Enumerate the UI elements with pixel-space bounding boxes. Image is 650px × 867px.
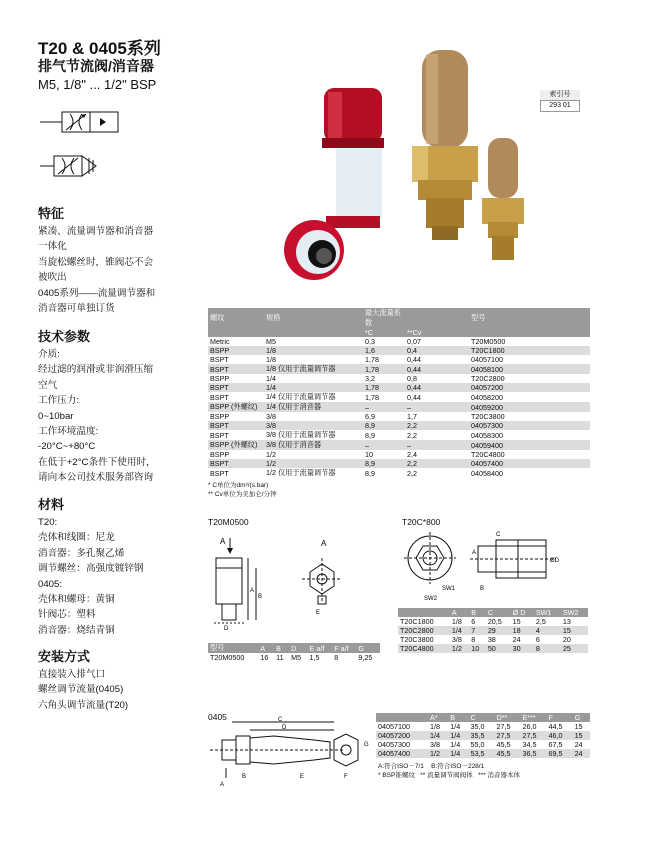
table-cell: 67,5: [548, 740, 563, 749]
features-line: 紧凑、流量调节器和消音器: [38, 226, 154, 237]
features-heading: 特征: [38, 206, 65, 221]
table-cell: 50: [486, 644, 511, 653]
note-body: ** 流量调节阀阀体: [420, 772, 473, 779]
mounting-list: [38, 667, 188, 713]
specs-line: 经过滤的润滑或非润滑压缩: [38, 364, 154, 376]
table-cell: 1/8: [266, 355, 276, 364]
table-cell: 30: [511, 644, 534, 653]
table-cell: 10: [469, 644, 486, 653]
col-flow-cv: [405, 308, 469, 328]
t20c-row: [398, 644, 588, 653]
table-cell: 1/8: [430, 722, 441, 731]
t20m-table-head: [208, 643, 380, 653]
table-cell: 1/4: [266, 374, 276, 383]
t20m-row: [208, 653, 380, 662]
table-cell: 8,9: [365, 468, 375, 478]
table-cell: 27,5: [496, 722, 511, 731]
order-row: [208, 450, 590, 459]
s0405-notes: [378, 762, 590, 780]
materials-line: 壳体和线圈：尼龙: [38, 532, 115, 544]
index-label: 索引号: [540, 90, 580, 100]
table-header: SW1: [534, 608, 561, 617]
table-cell: 1,78: [365, 355, 379, 364]
table-header: G: [356, 643, 380, 653]
table-cell: 18: [511, 626, 534, 635]
t20c-dim-c: C: [496, 532, 501, 538]
table-cell: BSPP: [210, 374, 230, 383]
t20c-dim-d: ØD: [550, 558, 559, 564]
table-header: B: [448, 713, 468, 722]
table-cell: 3/8 仅用于流量调节器: [266, 430, 336, 439]
table-cell: 8,9: [365, 430, 375, 440]
table-cell: BSPT: [208, 421, 264, 430]
note-bsp: * BSP锥螺纹: [378, 772, 415, 779]
table-cell: 3/8 仅用于消音器: [264, 440, 363, 450]
page-subtitle: 排气节流阀/消音器: [38, 58, 154, 74]
s0405-title: 0405: [208, 712, 227, 722]
table-cell: 1/4: [450, 722, 461, 731]
table-header: E***: [521, 713, 547, 722]
specs-line: 工作压力:: [38, 395, 80, 407]
t20c-row: [398, 635, 588, 644]
table-cell: 45,5: [496, 740, 511, 749]
table-header: G: [573, 713, 590, 722]
table-cell: 53,5: [469, 749, 495, 758]
order-table-body: [208, 337, 590, 478]
t20m-dim-b: B: [258, 594, 263, 600]
features-line: 一体化: [38, 241, 67, 253]
table-header: 型号: [208, 643, 258, 653]
table-cell: T20C1800: [400, 617, 434, 626]
t20c-dim-a: A: [472, 550, 477, 556]
table-header: D: [289, 643, 307, 653]
specs-line: 请向本公司技术服务部咨询: [38, 472, 154, 484]
table-cell: 1/4: [450, 740, 461, 749]
order-note: * C单位为dm³/(s.bar): [208, 482, 269, 489]
table-cell: 04057200: [469, 383, 590, 392]
table-cell: 1/4 仅用于消音器: [264, 402, 363, 412]
table-cell: 8,9: [363, 421, 405, 430]
table-cell: 20,5: [487, 617, 502, 626]
specs-list: [38, 347, 188, 486]
table-cell: 04058100: [469, 364, 590, 374]
table-cell: 04057300: [469, 421, 590, 430]
table-cell: 1,78: [363, 364, 405, 374]
table-cell: 38: [487, 635, 496, 644]
table-cell: 04057400: [376, 749, 428, 758]
flow-control-symbol: [40, 112, 118, 132]
table-header: Ø D: [511, 608, 534, 617]
materials-list: [38, 515, 188, 638]
table-cell: 27,5: [495, 731, 521, 740]
table-cell: 1/2: [264, 459, 363, 468]
table-cell: T20M0500: [210, 653, 245, 662]
table-cell: 4: [534, 626, 561, 635]
table-cell: 3/8: [264, 421, 363, 430]
table-cell: 0,3: [365, 337, 375, 346]
t20m-view-a2: A: [321, 539, 327, 548]
table-header: B: [274, 643, 289, 653]
s0405-dim-b: B: [242, 774, 247, 780]
order-table-wrap: [208, 308, 590, 498]
table-cell: 0,07: [407, 337, 421, 346]
t20m-table: [208, 643, 380, 662]
table-header: C: [469, 713, 495, 722]
table-header: E a/f: [308, 643, 333, 653]
t20m-dim-d: D: [224, 626, 229, 632]
mounting-line: 六角头调节流量(T20): [38, 699, 129, 711]
sub-cv: **Cv: [405, 328, 469, 337]
order-notes: [208, 480, 590, 498]
table-cell: –: [405, 402, 469, 412]
table-cell: 20: [562, 635, 571, 644]
silencer-symbol: [40, 156, 96, 176]
specs-heading: 技术参数: [38, 329, 91, 344]
col-model: 型号: [469, 308, 590, 328]
table-header: SW2: [561, 608, 588, 617]
sub-c: *C: [363, 328, 405, 337]
table-cell: 2,5: [535, 617, 546, 626]
table-cell: 04058300: [471, 430, 503, 440]
table-cell: 1/4: [264, 383, 363, 392]
materials-line: 消音器：烧结青铜: [38, 624, 115, 636]
table-cell: 1/4: [448, 731, 468, 740]
table-cell: 1/2: [428, 749, 448, 758]
specs-section: [38, 326, 188, 486]
t20c-row: [398, 626, 588, 635]
order-row: [208, 383, 590, 392]
table-cell: 29: [486, 626, 511, 635]
order-row: [208, 355, 590, 364]
s0405-row: [376, 731, 590, 740]
s0405-dim-f: F: [344, 774, 348, 780]
table-cell: 04059200: [469, 402, 590, 412]
table-cell: 04057400: [469, 459, 590, 468]
table-cell: 15: [573, 731, 590, 740]
col-size: 规格: [264, 308, 363, 328]
table-cell: 35,0: [470, 722, 485, 731]
t20c-dim-sw2: SW2: [424, 596, 438, 602]
table-cell: 3,2: [365, 374, 375, 383]
table-cell: BSPP (外螺纹): [208, 440, 264, 450]
materials-line: 调节螺丝：高强度镀锌钢: [38, 563, 144, 575]
t20m-view-a: A: [220, 537, 226, 546]
order-row: [208, 364, 590, 374]
table-cell: 24: [574, 740, 583, 749]
table-header: F a/f: [332, 643, 356, 653]
red-regulator-large: [322, 88, 384, 228]
table-cell: 0,44: [407, 392, 421, 402]
table-cell: 25: [561, 644, 588, 653]
table-cell: 8: [471, 635, 476, 644]
note-silencer: *** 消音器本体: [478, 772, 520, 779]
table-cell: T20C3800: [471, 412, 505, 421]
mounting-section: [38, 646, 188, 713]
table-header: D**: [495, 713, 521, 722]
table-cell: 2,2: [405, 421, 469, 430]
valve-symbols: [40, 100, 130, 190]
index-number: 293 01: [540, 100, 580, 112]
table-cell: 6,9: [365, 412, 375, 421]
table-cell: 3/8: [266, 412, 276, 421]
t20c-dim-b: B: [480, 586, 485, 592]
s0405-row: [376, 749, 590, 758]
mounting-line: 直接装入排气口: [38, 669, 106, 680]
t20m-dim-a: A: [250, 588, 255, 594]
s0405-table-body: [376, 722, 590, 758]
table-cell: –: [405, 440, 469, 450]
red-regulator-small: [284, 220, 344, 280]
table-cell: 1/4: [428, 731, 448, 740]
table-header: A: [450, 608, 469, 617]
s0405-table-head: [376, 713, 590, 722]
table-cell: 04057100: [471, 355, 503, 364]
table-cell: 3/8: [451, 635, 462, 644]
t20c-table-body: [398, 617, 588, 653]
table-cell: T20C2800: [398, 626, 450, 635]
table-cell: BSPT: [210, 430, 229, 440]
table-cell: BSPP: [210, 412, 230, 421]
table-cell: 0,44: [407, 355, 421, 364]
table-cell: 35,5: [469, 731, 495, 740]
order-row: [208, 459, 590, 468]
sub-empty: [208, 328, 264, 337]
table-cell: 1/4 仅用于流量调节器: [266, 392, 336, 401]
specs-line: 0~10bar: [38, 410, 74, 422]
order-row: [208, 402, 590, 412]
table-cell: 8,9: [363, 459, 405, 468]
mounting-heading: 安装方式: [38, 649, 91, 664]
table-cell: BSPP: [208, 346, 264, 355]
table-cell: 8: [534, 644, 561, 653]
brass-silencer-large: [412, 50, 478, 240]
specs-line: 在低于+2°C条件下使用时，: [38, 456, 156, 468]
materials-heading: 材料: [38, 497, 65, 512]
table-cell: 0,4: [405, 346, 469, 355]
table-cell: 1,5: [309, 653, 320, 662]
order-row: [208, 346, 590, 355]
table-cell: T20C3800: [400, 635, 434, 644]
s0405-dim-e: E: [300, 774, 305, 780]
sub-empty: [264, 328, 363, 337]
materials-line: 消音器：多孔聚乙烯: [38, 547, 125, 559]
specs-line: 介质:: [38, 349, 60, 360]
table-cell: 34,5: [522, 740, 537, 749]
table-header: [398, 608, 450, 617]
order-row: [208, 412, 590, 421]
table-cell: Metric: [210, 337, 230, 346]
table-cell: 26,0: [522, 722, 537, 731]
table-cell: 0,44: [405, 383, 469, 392]
product-photo: [262, 40, 552, 290]
table-cell: 16: [260, 653, 269, 662]
table-cell: 2,2: [407, 430, 417, 440]
table-cell: 6: [471, 617, 476, 626]
order-note: ** Cv单位为美加仑/分钟: [208, 491, 277, 498]
order-row: [208, 337, 590, 346]
specs-line: -20°C~+80°C: [38, 441, 96, 453]
table-cell: 1,6: [363, 346, 405, 355]
table-cell: 27,5: [521, 731, 547, 740]
features-line: 消音器可单独订货: [38, 303, 115, 315]
table-cell: 04057100: [378, 722, 410, 731]
s0405-dim-g: G: [364, 742, 369, 748]
note-a: A:符合ISO－7/1: [378, 763, 424, 770]
table-cell: 1/2: [266, 450, 276, 459]
table-cell: 2,4: [407, 450, 417, 459]
table-cell: 13: [562, 617, 571, 626]
table-cell: T20C4800: [471, 450, 505, 459]
table-cell: BSPT: [210, 392, 229, 402]
specs-line: 空气: [38, 379, 58, 391]
table-header: A*: [428, 713, 448, 722]
table-cell: T20C4800: [398, 644, 450, 653]
s0405-dim-c: C: [278, 717, 283, 723]
table-cell: 69,5: [547, 749, 573, 758]
table-header: A: [258, 643, 274, 653]
table-cell: 1/2 仅用于流量调节器: [266, 468, 336, 477]
table-cell: 24: [512, 635, 521, 644]
thread-range: M5, 1/8" ... 1/2" BSP: [38, 77, 157, 92]
table-cell: 04057300: [378, 740, 410, 749]
s0405-row: [376, 740, 590, 749]
sub-empty: [469, 328, 590, 337]
s0405-table: [376, 713, 590, 758]
order-row: [208, 440, 590, 450]
t20m-title: T20M0500: [208, 517, 249, 527]
table-cell: BSPT: [208, 364, 264, 374]
s0405-dim-d: D: [282, 725, 287, 731]
table-cell: 15: [574, 722, 583, 731]
table-cell: 45,5: [495, 749, 521, 758]
order-table: [208, 308, 590, 478]
s0405-row: [376, 722, 590, 731]
table-cell: 1/4: [450, 626, 469, 635]
table-cell: BSPT: [210, 468, 229, 478]
materials-line: 0405:: [38, 578, 63, 590]
table-cell: 1,7: [407, 412, 417, 421]
s0405-dim-a: A: [220, 782, 225, 788]
table-cell: 24: [573, 749, 590, 758]
table-cell: M5: [291, 653, 302, 662]
table-cell: BSPP: [210, 450, 230, 459]
features-line: 0405系列——流量调节器和: [38, 287, 156, 299]
table-cell: 04058400: [471, 468, 503, 478]
t20c-title: T20C*800: [402, 517, 441, 527]
table-cell: 1,78: [363, 383, 405, 392]
table-cell: 04059400: [469, 440, 590, 450]
mounting-line: 螺丝调节流量(0405): [38, 684, 124, 696]
table-cell: 1/8 仅用于流量调节器: [264, 364, 363, 374]
table-cell: 15: [561, 626, 588, 635]
brass-silencer-small: [482, 138, 524, 260]
table-cell: BSPT: [208, 459, 264, 468]
materials-section: [38, 494, 188, 638]
table-header: [376, 713, 428, 722]
table-cell: 0,44: [405, 364, 469, 374]
t20c-table: [398, 608, 588, 653]
table-cell: 0,8: [407, 374, 417, 383]
table-cell: M5: [266, 337, 276, 346]
table-cell: 6: [535, 635, 540, 644]
order-row: [208, 374, 590, 383]
table-cell: 1,78: [365, 392, 379, 402]
t20c-drawing: [400, 528, 590, 604]
table-cell: 36,5: [521, 749, 547, 758]
index-tag: [540, 90, 580, 112]
t20m-table-body: [208, 653, 380, 662]
materials-line: T20:: [38, 517, 58, 528]
t20c-dim-sw1: SW1: [442, 586, 456, 592]
col-thread: 螺纹: [208, 308, 264, 328]
t20c-table-head: [398, 608, 588, 617]
s0405-drawing: [204, 716, 370, 788]
table-cell: 55,0: [470, 740, 485, 749]
table-cell: 1/8: [451, 617, 462, 626]
order-row: [208, 421, 590, 430]
t20m-dim-e: E: [316, 610, 321, 616]
order-row: [208, 468, 590, 478]
table-cell: 04058200: [471, 392, 503, 402]
table-cell: 1/4: [448, 749, 468, 758]
materials-line: 壳体和螺母：黄铜: [38, 594, 115, 606]
table-cell: 3/8: [430, 740, 441, 749]
table-cell: 11: [276, 653, 284, 662]
order-row: [208, 430, 590, 440]
features-section: [38, 203, 188, 316]
table-cell: T20C1800: [469, 346, 590, 355]
table-cell: 1/8: [264, 346, 363, 355]
table-cell: 15: [512, 617, 521, 626]
table-cell: 44,5: [548, 722, 563, 731]
table-cell: 04057200: [376, 731, 428, 740]
note-b: B:符合ISO－228/1: [431, 763, 485, 770]
features-line: 当旋松螺丝时，锥阀芯不会: [38, 256, 154, 268]
table-cell: –: [363, 402, 405, 412]
table-cell: 2,2: [407, 468, 417, 478]
table-cell: T20M0500: [471, 337, 506, 346]
table-header: B: [469, 608, 486, 617]
t20c-row: [398, 617, 588, 626]
table-cell: 46,0: [547, 731, 573, 740]
col-flow: 最大流量系数: [363, 308, 405, 328]
table-cell: 7: [469, 626, 486, 635]
table-cell: 10: [365, 450, 373, 459]
table-header: C: [486, 608, 511, 617]
table-cell: 8: [334, 653, 339, 662]
table-cell: 1/2: [450, 644, 469, 653]
table-cell: T20C2800: [471, 374, 505, 383]
features-line: 被吹出: [38, 272, 67, 284]
table-cell: BSPP (外螺纹): [208, 402, 264, 412]
table-cell: –: [363, 440, 405, 450]
page-title: T20 & 0405系列: [38, 39, 161, 58]
features-list: [38, 224, 188, 316]
table-cell: BSPT: [208, 383, 264, 392]
t20m-drawing: [206, 528, 356, 640]
order-row: [208, 392, 590, 402]
table-cell: BSPT: [210, 355, 229, 364]
materials-line: 针阀芯：塑料: [38, 609, 96, 621]
table-cell: 2,2: [405, 459, 469, 468]
table-header: F: [547, 713, 573, 722]
table-cell: 9,25: [358, 653, 373, 662]
specs-line: 工作环境温度:: [38, 426, 99, 438]
